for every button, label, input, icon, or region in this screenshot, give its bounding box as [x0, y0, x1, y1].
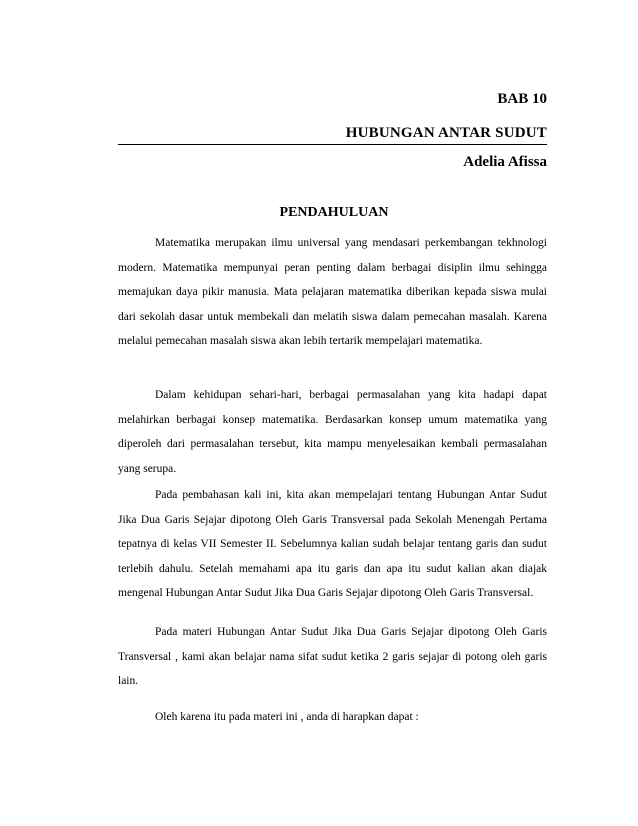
paragraph: Oleh karena itu pada materi ini , anda di harapkan dapat :: [155, 711, 419, 723]
paragraph: Pada materi Hubungan Antar Sudut Jika Dua Garis Sejajar dipotong Oleh Garis Transversal , kami akan belajar nama sifat sudut ketika 2 garis sejajar di potong oleh garis lain.: [118, 626, 547, 688]
paragraph: Matematika merupakan ilmu universal yang mendasari perkembangan tekhnologi modern. Matematika mempunyai peran penting dalam berbagai disiplin ilmu sehingga memajukan daya pikir manusia. Mata pelajaran matematika diberikan kepada siswa mulai dari sekolah dasar untuk membekali dan melatih siswa dalam pemecahan masalah. Karena melalui pemecahan masalah siswa akan lebih tertarik mempelajari matematika.: [118, 237, 547, 348]
chapter-number: BAB 10: [497, 91, 547, 107]
paragraph: Pada pembahasan kali ini, kita akan mempelajari tentang Hubungan Antar Sudut Jika Dua Garis Sejajar dipotong Oleh Garis Transversal pada Sekolah Menengah Pertama tepatnya di kelas VII Semester II. Sebelumnya kalian sudah belajar tentang garis dan sudut terlebih dahulu. Setelah memahami apa itu garis dan apa itu sudut kalian akan diajak mengenal Hubungan Antar Sudut Jika Dua Garis Sejajar dipotong Oleh Garis Transversal.: [118, 489, 547, 600]
author-name: Adelia Afissa: [463, 154, 547, 170]
title-divider: [118, 144, 547, 145]
chapter-title: HUBUNGAN ANTAR SUDUT: [345, 125, 547, 141]
section-heading: PENDAHULUAN: [279, 205, 389, 220]
paragraph: Dalam kehidupan sehari-hari, berbagai permasalahan yang kita hadapi dapat melahirkan berbagai konsep matematika. Berdasarkan konsep umum matematika yang diperoleh dari permasalahan tersebut, kita mampu menyelesaikan kembali permasalahan yang serupa.: [118, 389, 547, 475]
